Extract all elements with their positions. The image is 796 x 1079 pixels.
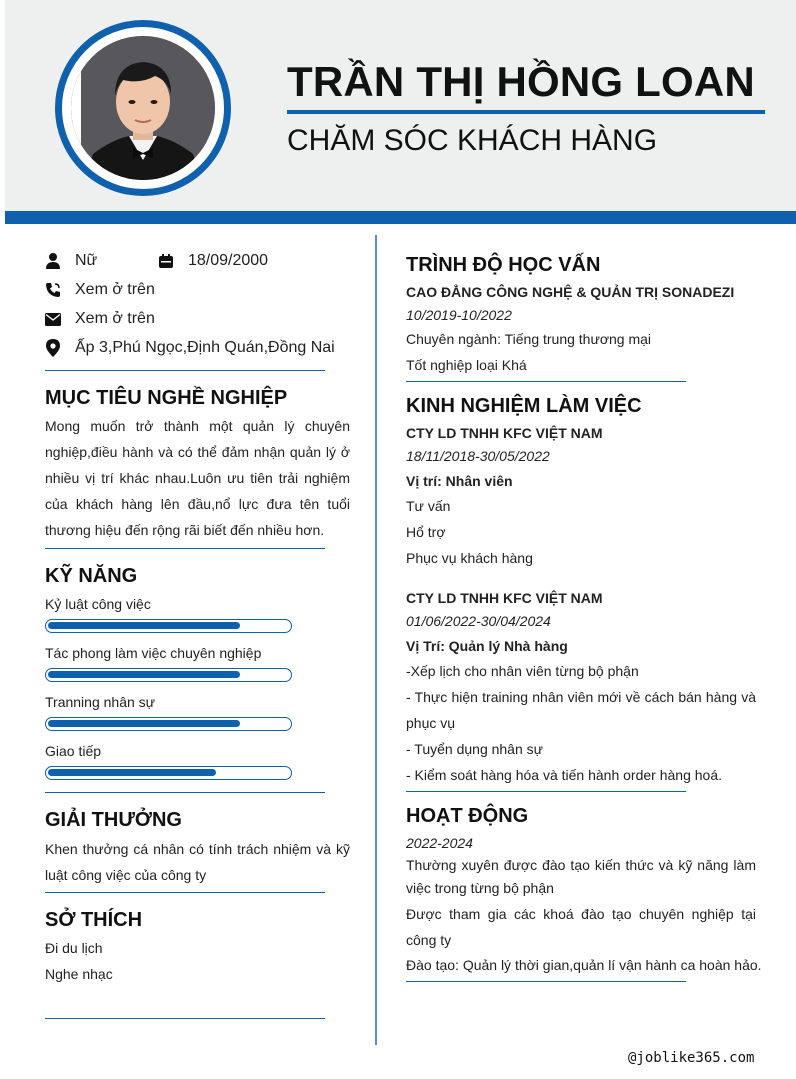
profile-photo-frame (55, 20, 231, 196)
skill-bar-fill (48, 769, 216, 776)
skill-bar (45, 717, 292, 731)
job-duty: Phục vụ khách hàng (406, 550, 533, 566)
envelope-icon (45, 311, 61, 327)
job-title: CHĂM SÓC KHÁCH HÀNG (287, 124, 658, 157)
skill-label: Tranning nhân sự (45, 694, 156, 710)
contact-email (45, 310, 155, 328)
job-duty: Hổ trợ (406, 524, 446, 540)
skill-bar-fill (48, 671, 240, 678)
job-duty: - Tuyển dụng nhân sự (406, 741, 544, 757)
email-value: Xem ở trên (75, 310, 155, 327)
education-school: CAO ĐẲNG CÔNG NGHỆ & QUẢN TRỊ SONADEZI (406, 284, 735, 300)
skills-heading: KỸ NĂNG (45, 565, 138, 587)
education-major: Chuyên ngành: Tiếng trung thương mại (406, 331, 652, 347)
activity-item: Được tham gia các khoá đào tạo chuyên nghiệp tại công ty (406, 906, 756, 948)
hobbies-heading: SỞ THÍCH (45, 909, 143, 931)
section-divider (45, 792, 325, 793)
job-duty: - Thực hiện training nhân viên mới về cách bán hàng và phục vụ (406, 689, 756, 731)
objective-heading: MỤC TIÊU NGHỀ NGHIỆP (45, 387, 288, 409)
contact-address (45, 339, 335, 357)
skill-label: Tác phong làm việc chuyên nghiệp (45, 645, 262, 661)
job-duty: -Xếp lịch cho nhân viên từng bộ phận (406, 663, 639, 679)
job-duty: - Kiểm soát hàng hóa và tiến hành order hàng hoá. (406, 767, 722, 783)
section-divider (45, 548, 325, 549)
header-accent-bar (5, 211, 796, 224)
section-divider (406, 791, 686, 792)
person-icon (45, 253, 61, 269)
skill-bar-fill (48, 720, 240, 727)
education-grade: Tốt nghiệp loại Khá (406, 357, 527, 373)
calendar-icon (158, 253, 174, 269)
objective-text: Mong muốn trở thành một quản lý chuyên nghiệp,điều hành và có thể đảm nhận quản lý ở nhiều vị trí khác nhau.Luôn ưu tiên trải nghiệm của khách hàng lên đầu,nổ lực đưa tên tuổi thương hiệu đến rộng rãi biết đến nhiều hơn. (45, 418, 350, 538)
address-value: Ấp 3,Phú Ngọc,Định Quán,Đồng Nai (75, 339, 335, 356)
job-role: Vị Trí: Quản lý Nhà hàng (406, 638, 568, 654)
education-heading: TRÌNH ĐỘ HỌC VẤN (406, 254, 601, 276)
section-divider (406, 381, 686, 382)
phone-value: Xem ở trên (75, 281, 155, 298)
activity-item: Thường xuyên được đào tạo kiến thức và kỹ năng làm việc trong từng bộ phận (406, 857, 756, 896)
contact-phone (45, 281, 155, 299)
footer-watermark: @joblike365.com (628, 1050, 755, 1066)
section-divider (45, 1018, 325, 1019)
phone-icon (45, 282, 61, 298)
skill-bar (45, 766, 292, 780)
experience-heading: KINH NGHIỆM LÀM VIỆC (406, 395, 642, 417)
education-period: 10/2019-10/2022 (406, 307, 512, 323)
job-duty: Tư vấn (406, 498, 451, 514)
job-period: 01/06/2022-30/04/2024 (406, 613, 551, 629)
activities-period: 2022-2024 (406, 835, 473, 851)
activity-item: Đào tạo: Quản lý thời gian,quản lí vận hành ca hoàn hảo. (406, 957, 762, 973)
map-pin-icon (45, 340, 61, 356)
job-period: 18/11/2018-30/05/2022 (406, 448, 550, 464)
section-divider (406, 981, 686, 982)
skill-bar (45, 619, 292, 633)
awards-text: Khen thưởng cá nhân có tính trách nhiệm và kỹ luật công việc của công ty (45, 841, 350, 883)
awards-heading: GIẢI THƯỞNG (45, 809, 182, 831)
skill-label: Giao tiếp (45, 743, 102, 759)
birthday-value: 18/09/2000 (188, 252, 269, 269)
section-divider (45, 370, 325, 371)
job-company: CTY LD TNHH KFC VIỆT NAM (406, 590, 603, 606)
contact-birthday (158, 252, 268, 270)
skill-bar-fill (48, 622, 240, 629)
column-divider (375, 235, 377, 1045)
job-role: Vị trí: Nhân viên (406, 473, 513, 489)
hobby-item: Đi du lịch (45, 940, 103, 956)
profile-photo (71, 36, 215, 180)
candidate-name: TRẦN THỊ HỒNG LOAN (287, 58, 755, 105)
hobby-item: Nghe nhạc (45, 966, 113, 982)
skill-bar (45, 668, 292, 682)
contact-gender (45, 252, 97, 270)
name-underline (287, 110, 765, 114)
activities-heading: HOẠT ĐỘNG (406, 805, 529, 827)
skill-label: Kỷ luật công việc (45, 596, 151, 612)
job-company: CTY LD TNHH KFC VIỆT NAM (406, 425, 603, 441)
section-divider (45, 892, 325, 893)
gender-value: Nữ (75, 252, 98, 269)
